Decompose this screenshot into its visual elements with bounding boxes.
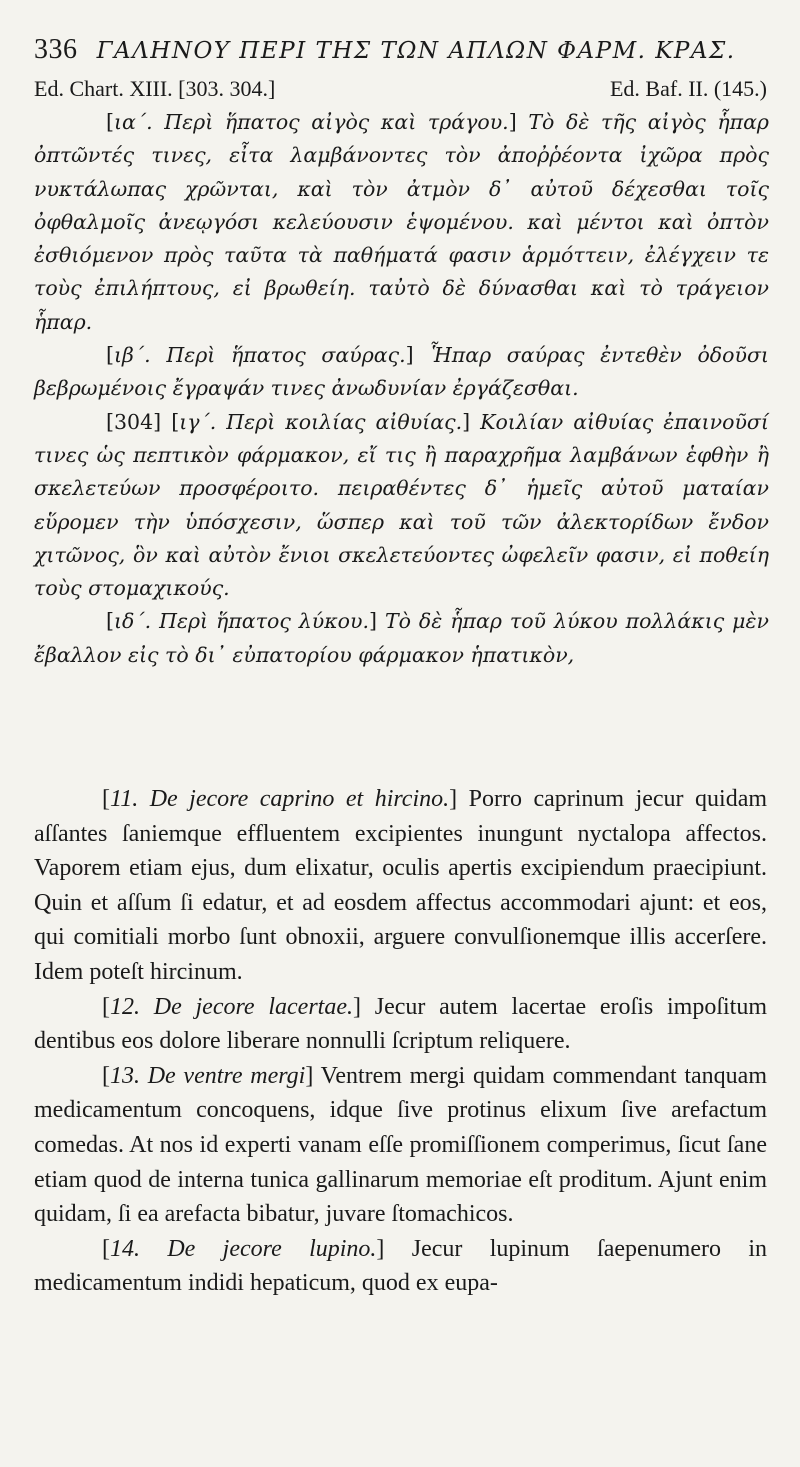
edition-reference-row xyxy=(34,74,767,104)
greek-section-11: [ια΄. Περὶ ἥπατος αἰγὸς καὶ τράγου.] Τὸ δὲ τῆς αἰγὸς ἧπαρ ὀπτῶντές τινες, εἶτα λαμβάνοντες τὸν ἀποῤῥέοντα ἰχῶρα πρὸς νυκτάλωπας χρῶνται, καὶ τὸν ἀτμὸν δ᾽ αὐτοῦ δέχεσθαι τοῖς ὀφθαλμοῖς ἀνεῳγόσι κελεύουσιν ἑψομένου. καὶ μέντοι καὶ ὀπτὸν ἐσθιόμενον πρὸς ταῦτα τὰ παθήματά φασιν ἁρμόττειν, ἐλέγχειν τε τοὺς ἐπιλήπτους, εἰ βρωθείη. ταὐτὸ δὲ δύνασθαι καὶ τὸ τράγειον ἧπαρ. xyxy=(34,110,769,334)
edition-page-marker: 304 xyxy=(114,409,154,434)
latin-section-14: [14. De jecore lupino.] Jecur lupinum ſaepenumero in medicamentum indidi hepaticum, quod ex eupa- xyxy=(34,1235,768,1297)
running-title: ΓΑΛΗΝΟΥ ΠΕΡΙ ΤΗΣ ΤΩΝ ΑΠΛΩΝ ΦΑΡΜ. ΚΡΑΣ. xyxy=(96,38,736,64)
page-number: 336 xyxy=(34,34,78,65)
greek-section-12-text: Ἧπαρ σαύρας ἐντεθὲν ὀδοῦσι βεβρωμένοις ἔγραψάν τινες ἀνωδυνίαν ἐργάζεσθαι. xyxy=(34,343,769,401)
latin-section-13-heading: 13. De ventre mergi xyxy=(110,1062,306,1089)
edition-reference-right: Ed. Baf. II. (145.) xyxy=(609,76,767,101)
edition-reference-left: Ed. Chart. XIII. [303. 304.] xyxy=(34,76,276,101)
latin-section-14-heading: 14. De jecore lupino. xyxy=(110,1235,377,1262)
greek-section-12-heading: ιβ΄. Περὶ ἥπατος σαύρας. xyxy=(114,343,406,368)
latin-section-12-heading: 12. De jecore lacertae. xyxy=(110,993,353,1020)
greek-section-13-text: Κοιλίαν αἰθυίας ἐπαινοῦσί τινες ὡς πεπτικὸν φάρμακον, εἴ τις ἢ παραχρῆμα λαμβάνων ἑφθὴν ἢ σκελετεύων προσφέροιτο. πειραθέντες δ᾽ ἡμεῖς αὐτοῦ ματαίαν εὕρομεν τὴν ὑπόσχεσιν, ὥσπερ καὶ τοῦ τῶν ἀλεκτορίδων ἔνδον χιτῶνος, ὃν καὶ αὐτὸν ἔνιοι σκελετεύοντες ὠφελεῖν φασιν, εἰ ποθείη τοὺς στομαχικούς. xyxy=(34,409,769,601)
latin-section-11-heading: 11. De jecore caprino et hircino. xyxy=(110,786,450,812)
greek-text-block xyxy=(34,106,769,672)
running-header xyxy=(34,34,769,67)
latin-section-12: [12. De jecore lacertae.] Jecur autem lacertae eroſis impoſitum dentibus eos dolore liberare nonnulli ſcriptum reliquere. xyxy=(34,993,767,1055)
latin-section-13: [13. De ventre mergi] Ventrem mergi quidam commendant tanquam medicamentum concoquens, idque ſive protinus elixum ſive arefactum comedas. At nos id experti vanam eſſe promiſſionem comperimus, ſicut ſane etiam quod de interna tunica gallinarum memoriae eſt proditum. Ajunt enim quidam, ſi ea arefacta bibatur, juvare ſtomachicos. xyxy=(34,1062,767,1228)
greek-section-13-heading: ιγ΄. Περὶ κοιλίας αἰθυίας. xyxy=(179,409,463,434)
greek-section-12: [ιβ΄. Περὶ ἥπατος σαύρας.] Ἧπαρ σαύρας ἐντεθὲν ὀδοῦσι βεβρωμένοις ἔγραψάν τινες ἀνωδυνίαν ἐργάζεσθαι. xyxy=(34,343,769,401)
latin-section-11: [11. De jecore caprino et hircino.] Porro caprinum jecur quidam aſſantes ſaniemque effluentem excipientes inungunt nyctalopa affectos. Vaporem etiam ejus, dum elixatur, oculis apertis excipiendum praecipiunt. Quin et aſſum ſi edatur, et ad eosdem affectus accommodari ajunt: et eos, qui comitiali morbo ſunt obnoxii, arguere convulſionemque illis accerſere. Idem poteſt hircinum. xyxy=(34,786,768,985)
greek-section-13: [304] [ιγ΄. Περὶ κοιλίας αἰθυίας.] Κοιλίαν αἰθυίας ἐπαινοῦσί τινες ὡς πεπτικὸν φάρμακον, εἴ τις ἢ παραχρῆμα λαμβάνων ἑφθὴν ἢ σκελετεύων προσφέροιτο. πειραθέντες δ᾽ ἡμεῖς αὐτοῦ ματαίαν εὕρομεν τὴν ὑπόσχεσιν, ὥσπερ καὶ τοῦ τῶν ἀλεκτορίδων ἔνδον χιτῶνος, ὃν καὶ αὐτὸν ἔνιοι σκελετεύοντες ὠφελεῖν φασιν, εἰ ποθείη τοὺς στομαχικούς. xyxy=(34,409,769,601)
greek-section-11-text: Τὸ δὲ τῆς αἰγὸς ἧπαρ ὀπτῶντές τινες, εἶτα λαμβάνοντες τὸν ἀποῤῥέοντα ἰχῶρα πρὸς νυκτάλωπας χρῶνται, καὶ τὸν ἀτμὸν δ᾽ αὐτοῦ δέχεσθαι τοῖς ὀφθαλμοῖς ἀνεῳγόσι κελεύουσιν ἑψομένου. καὶ μέντοι καὶ ὀπτὸν ἐσθιόμενον πρὸς ταῦτα τὰ παθήματά φασιν ἁρμόττειν, ἐλέγχειν τε τοὺς ἐπιλήπτους, εἰ βρωθείη. ταὐτὸ δὲ δύνασθαι καὶ τὸ τράγειον ἧπαρ. xyxy=(34,110,769,334)
greek-section-11-heading: ια΄. Περὶ ἥπατος αἰγὸς καὶ τράγου. xyxy=(114,110,509,134)
greek-section-14: [ιδ΄. Περὶ ἥπατος λύκου.] Τὸ δὲ ἧπαρ τοῦ λύκου πολλάκις μὲν ἔβαλλον εἰς τὸ δι᾽ εὐπατορίου φάρμακον ἡπατικὸν, xyxy=(34,609,769,667)
latin-section-11-text: Porro caprinum jecur quidam aſſantes ſaniemque effluentem excipientes inungunt nyctalopa affectos. Vaporem etiam ejus, dum elixatur, oculis apertis excipiendum praecipiunt. Quin et aſſum ſi edatur, et ad eosdem affectus accommodari ajunt: et eos, qui comitiali morbo ſunt obnoxii, arguere convulſionemque illis accerſere. Idem poteſt hircinum. xyxy=(34,786,768,985)
latin-section-14-text: Jecur lupinum ſaepenumero in medicamentum indidi hepaticum, quod ex eupa- xyxy=(34,1235,768,1297)
latin-text-block xyxy=(34,782,767,1301)
greek-section-14-text: Τὸ δὲ ἧπαρ τοῦ λύκου πολλάκις μὲν ἔβαλλον εἰς τὸ δι᾽ εὐπατορίου φάρμακον ἡπατικὸν, xyxy=(34,609,769,667)
greek-section-14-heading: ιδ΄. Περὶ ἥπατος λύκου. xyxy=(114,609,369,634)
latin-section-12-text: Jecur autem lacertae eroſis impoſitum dentibus eos dolore liberare nonnulli ſcriptum reliquere. xyxy=(34,993,767,1055)
latin-section-13-text: Ventrem mergi quidam commendant tanquam medicamentum concoquens, idque ſive protinus elixum ſive arefactum comedas. At nos id experti vanam eſſe promiſſionem comperimus, ſicut ſane etiam quod de interna tunica gallinarum memoriae eſt proditum. Ajunt enim quidam, ſi ea arefacta bibatur, juvare ſtomachicos. xyxy=(34,1062,767,1228)
